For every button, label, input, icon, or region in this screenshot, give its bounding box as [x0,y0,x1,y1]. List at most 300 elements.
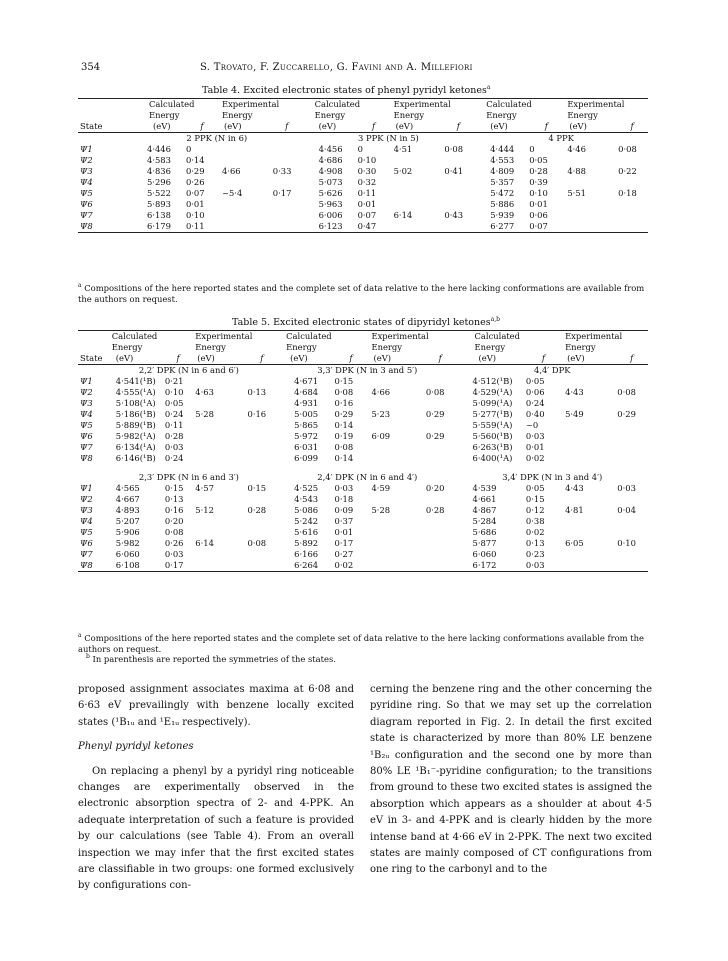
table-cell [565,177,616,188]
table-cell [424,494,457,505]
table-cell [615,549,648,560]
table-cell: 4·543 [294,494,319,504]
table-cell [392,221,443,233]
running-head: S. Trovato, F. Zuccarello, G. Favini and A. Millefiori [200,62,473,73]
table-cell: 4·529(¹A) [472,387,513,397]
table-row [78,221,648,233]
group-44dpk: 4,4′ DPK [533,365,571,375]
table-cell [442,188,474,199]
table-cell: 0·20 [425,483,445,493]
table-cell: 0·29 [425,409,445,419]
table-cell: 4·525 [294,483,319,493]
table-cell [392,199,443,210]
table-cell: 5·086 [294,505,319,515]
table-cell: 0·17 [334,538,354,548]
table-cell: 4·893 [115,505,140,515]
table-cell [616,155,648,166]
table-cell [369,538,423,549]
table-cell [369,398,423,409]
table-cell: 0·06 [529,210,548,220]
state-label: Ψ5 [80,527,93,537]
state-label: Ψ3 [80,166,93,176]
table-cell: 0·29 [425,431,445,441]
table-cell: 0·01 [185,199,205,209]
table-cell: 4·908 [318,166,343,176]
state-label: Ψ5 [80,420,93,430]
table-cell [615,420,648,431]
table-cell [245,442,278,453]
table-cell: 0·01 [529,199,548,209]
table-cell: 0·05 [525,376,545,386]
table-cell [615,398,648,409]
table-cell: 4·836 [146,166,171,176]
table-cell [369,527,423,538]
table-row [78,538,648,549]
state-label: Ψ8 [80,560,93,570]
table-cell [220,210,271,221]
state-label: Ψ1 [80,483,93,493]
table-cell [245,560,278,572]
table-cell [193,376,245,387]
state-label: Ψ4 [80,409,93,419]
state-label: Ψ1 [80,376,93,386]
table-cell: 6·031 [294,442,319,452]
table-cell: 0·39 [529,177,548,187]
table-cell: 4·46 [567,144,586,154]
table-cell [193,431,245,442]
table-cell: 5·51 [567,188,586,198]
table-cell: 0·11 [357,188,377,198]
table-cell: 4·81 [565,505,584,515]
table-row [78,177,648,188]
table-row [78,199,648,210]
state-label: Ψ2 [80,155,93,165]
table-cell [220,177,271,188]
table-cell: 4·684 [294,387,319,397]
table-cell: 5·296 [146,177,171,187]
table-cell: 0·14 [334,453,354,463]
table-cell: 4·66 [371,387,391,397]
table-cell: 5·886 [490,199,515,209]
state-header: State [80,121,103,131]
table-cell [563,431,615,442]
table-cell [193,549,245,560]
group-23dpk: 2,3′ DPK (N in 6 and 3′) [138,472,239,482]
table-cell [615,431,648,442]
state-label: Ψ6 [80,199,93,209]
table-cell [392,155,443,166]
table-cell: 4·661 [472,494,497,504]
table-cell: 6·146(¹B) [115,453,156,463]
table5-footnote-a: $^a$ Compositions of the here reported states and the complete set of data relative to the here lacking conformations available from the authors on request. [78,632,644,654]
table-row [78,505,648,516]
table-cell: 0·22 [618,166,637,176]
table-cell: 0·01 [525,442,545,452]
table-row [78,453,648,464]
table-cell: 0·03 [525,560,545,570]
table-cell: 0·02 [334,560,354,570]
table-cell [563,516,615,527]
table-cell [193,442,245,453]
table-cell: 0·11 [185,221,205,231]
table-cell [220,144,271,155]
table-cell [220,199,271,210]
table-cell [563,560,615,572]
table-cell: 0·24 [164,453,184,463]
table-cell: 4·88 [567,166,586,176]
table-cell: 4·539 [472,483,497,493]
table-cell: 0·13 [247,387,267,397]
table-cell [424,549,457,560]
table-cell [563,549,615,560]
table-cell: 5·626 [318,188,343,198]
table-cell: 5·242 [294,516,319,526]
group-34dpk: 3,4′ DPK (N in 3 and 4′) [502,472,603,482]
table-cell: 0·02 [525,527,545,537]
table-cell: 4·667 [115,494,140,504]
table-cell [369,453,423,464]
state-label: Ψ4 [80,177,93,187]
table-cell: 5·28 [195,409,214,419]
table-cell [245,398,278,409]
table-cell: 4·671 [294,376,319,386]
table-cell: 0·24 [164,409,184,419]
table-cell: 0·17 [164,560,184,570]
table-cell [424,538,457,549]
table-cell: 0·21 [164,376,184,386]
table-cell: 0·15 [164,483,184,493]
table-cell: 4·59 [371,483,391,493]
table-cell: 5·893 [146,199,171,209]
table-cell: 5·207 [115,516,140,526]
table-cell: 0·13 [164,494,184,504]
table-cell: 5·560(¹B) [472,431,513,441]
table-cell: 4·43 [565,483,584,493]
table-cell [615,516,648,527]
table-cell: ~0 [525,420,539,430]
table-cell: 0·28 [425,505,445,515]
group-2ppk: 2 PPK (N in 6) [186,133,248,143]
table-cell: 5·28 [371,505,391,515]
table-cell [616,221,648,233]
table-cell: 0·13 [525,538,545,548]
table-cell [616,210,648,221]
state-label: Ψ4 [80,516,93,526]
table5-footnote-b: $^b$ In parenthesis are reported the symmetries of the states. [86,653,336,664]
table-cell: 5·49 [565,409,584,419]
table-cell: 0·08 [618,144,637,154]
state-label: Ψ8 [80,221,93,231]
table-cell [220,221,271,233]
table-cell [193,420,245,431]
table-row [78,494,648,505]
table4-footnote: $^a$ Compositions of the here reported states and the complete set of data relative to the here lacking conformations are available from the authors on request. [78,282,645,304]
table-cell: 0·08 [444,144,464,154]
table-cell: 0·24 [525,398,545,408]
table-cell [615,376,648,387]
table-row [78,210,648,221]
table-cell: 0 [357,144,363,154]
table-cell [615,453,648,464]
table-cell: 0·04 [617,505,636,515]
table-row [78,549,648,560]
table-cell [271,221,303,233]
table-cell: 6·108 [115,560,140,570]
table-cell: 0·08 [334,387,354,397]
table-cell: 0·14 [185,155,205,165]
table-cell: 0·06 [525,387,545,397]
table-cell [563,527,615,538]
state-label: Ψ5 [80,188,93,198]
table-cell: 0·28 [164,431,184,441]
table-cell [615,527,648,538]
table-cell: 0·26 [185,177,205,187]
table-cell [565,199,616,210]
table-cell: 0·07 [185,188,205,198]
table-cell: ~5·4 [221,188,243,198]
table-cell [245,376,278,387]
table-cell [563,453,615,464]
table-cell [565,210,616,221]
table-cell [193,398,245,409]
table5: Calculated Experimental Calculated Experimental Calculated Experimental Energy Energy Energy Energy Energy Energy State (eV) f (eV) f (eV) f (eV) f (eV) f (eV) f 2,2′ DPK (N in 6 and 6′) 3,3′ DPK (N in 3 and 5′) 4,4′ DPK Ψ1 4·541(¹B) 0·21 4·671 0·15 4·512(¹B) 0·05 Ψ2 4·555(¹A) 0·10 4·63 0·13 4·684 0·08 4·66 0·08 4·529(¹A) 0·06 4·43 0·08 Ψ3 5·108(¹A) 0·05 4·931 0·16 5·099(¹A) 0·24 Ψ4 5·186(¹B) 0·24 5·28 0·16 5·005 0·29 5·23 0·29 5·277(¹B) 0·40 5·49 0·29 Ψ5 5·889(¹B) 0·11 5·865 0·14 5·559(¹A) ~0 Ψ6 5·982(¹A) 0·28 5·972 0·19 6·09 0·29 5·560(¹B) 0·03 Ψ7 6·134(¹A) 0·03 6·031 0·08 6·263(¹B) 0·01 Ψ8 6·146(¹B) 0·24 6·099 0·14 6·400(¹A) 0·02 2,3′ DPK (N in 6 and 3′) 2,4′ DPK (N in 6 and 4′) 3,4′ DPK (N in 3 and 4′) Ψ1 4·565 0·15 4·57 0·15 4·525 0·03 4·59 0·20 4·539 0·05 4·43 0·03 Ψ2 4·667 0·13 4·543 0·18 4·661 0·15 Ψ3 4·893 0·16 5·12 0·28 5·086 0·09 5·28 0·28 4·867 0·12 4·81 0·04 Ψ4 5·207 0·20 5·242 0·37 5·284 0·38 Ψ5 5·906 0·08 5·616 0·01 5·686 0·02 Ψ6 5·982 0·26 6·14 0·08 5·892 0·17 5·877 0·13 6·05 0·10 Ψ7 6·060 0·03 6·166 0·27 6·060 0·23 Ψ8 6·108 0·17 6·264 0·02 6·172 0·03 [78,330,648,572]
table-cell [245,420,278,431]
table-cell: 4·555(¹A) [115,387,156,397]
table-cell: 0·20 [164,516,184,526]
table-cell: 4·565 [115,483,140,493]
table-cell: 6·264 [294,560,319,570]
table-cell [193,494,245,505]
table-cell: 0·05 [164,398,184,408]
table5-caption: Table 5. Excited electronic states of dipyridyl ketones$^{a,b}$ [232,316,500,329]
table-cell [615,560,648,572]
table-cell: 6·277 [490,221,515,231]
table-cell: 0·18 [618,188,637,198]
table-cell: 0·03 [164,549,184,559]
table-cell [193,560,245,572]
table-cell [245,494,278,505]
table-cell: 6·14 [195,538,214,548]
group-24dpk: 2,4′ DPK (N in 6 and 4′) [317,472,418,482]
group-22dpk: 2,2′ DPK (N in 6 and 6′) [138,365,239,375]
table-cell: 5·12 [195,505,214,515]
table-cell: 6·060 [115,549,140,559]
table-cell: 0·28 [529,166,548,176]
table-cell [193,453,245,464]
table-cell: 0·14 [334,420,354,430]
table-cell: 6·134(¹A) [115,442,156,452]
state-label: Ψ7 [80,210,93,220]
table-cell: 5·686 [472,527,497,537]
state-label: Ψ6 [80,538,93,548]
table-cell: 0·17 [272,188,292,198]
table-cell: 6·172 [472,560,497,570]
table-cell: 5·865 [294,420,319,430]
table-cell: 6·05 [565,538,584,548]
table-cell: 0·43 [444,210,464,220]
table-cell [271,210,303,221]
table-cell: 0·16 [247,409,267,419]
state-header: State [80,353,103,363]
table-cell: 0·32 [357,177,377,187]
table-cell: 0·29 [617,409,636,419]
table-cell [424,442,457,453]
table4: Calculated Experimental Calculated Experimental Calculated Experimental Energy Energy Energy Energy Energy Energy State (eV) f (eV) f (eV) f (eV) f (eV) f (eV) f 2 PPK (N in 6) 3 PPK (N in 5) 4 PPK Ψ1 4·446 0 4·456 0 4·51 0·08 4·444 0 4·46 0·08 Ψ2 4·583 0·14 4·686 0·10 4·553 0·05 Ψ3 4·836 0·29 4·66 0·33 4·908 0·30 5·02 0·41 4·809 0·28 4·88 0·22 Ψ4 5·296 0·26 5·073 0·32 5·357 0·39 Ψ5 5·522 0·07 ~5·4 0·17 5·626 0·11 5·472 0·10 5·51 0·18 Ψ6 5·893 0·01 5·963 0·01 5·886 0·01 Ψ7 6·138 0·10 6·006 0·07 6·14 0·43 5·939 0·06 Ψ8 6·179 0·11 6·123 0·47 6·277 0·07 [78,98,648,233]
table-cell: 6·09 [371,431,391,441]
table4-caption: Table 4. Excited electronic states of phenyl pyridyl ketones$^a$ [202,84,491,97]
table-cell: 0·37 [334,516,354,526]
table-cell: 6·179 [146,221,171,231]
table-cell: 0·23 [525,549,545,559]
table-cell: 6·060 [472,549,497,559]
table-cell: 6·400(¹A) [472,453,513,463]
page-number: 354 [81,62,101,73]
table-cell [424,398,457,409]
table-cell: 6·138 [146,210,171,220]
table-cell: 6·166 [294,549,319,559]
table-cell: 0·26 [164,538,184,548]
table-cell [563,376,615,387]
group-3ppk: 3 PPK (N in 5) [358,133,419,143]
table-cell: 5·357 [490,177,515,187]
table-cell [615,494,648,505]
table-cell [563,494,615,505]
table-cell [424,516,457,527]
table-cell [245,549,278,560]
table-cell: 0·38 [525,516,545,526]
table-cell: 6·263(¹B) [472,442,513,452]
state-label: Ψ3 [80,505,93,515]
table-row [78,155,648,166]
table-cell: 0·15 [247,483,267,493]
table-cell [615,442,648,453]
table-cell: 4·931 [294,398,319,408]
table-cell: 0·40 [525,409,545,419]
table-cell [245,527,278,538]
table-cell: 4·444 [490,144,515,154]
table-cell: 0·33 [272,166,292,176]
state-label: Ψ7 [80,549,93,559]
table-row [78,527,648,538]
table-cell: 0 [185,144,192,154]
table-cell: 6·006 [318,210,343,220]
table-cell [442,177,474,188]
table-cell: 5·982(¹A) [115,431,156,441]
table-cell [193,527,245,538]
table-cell: 0·03 [617,483,636,493]
table-cell: 4·57 [195,483,214,493]
table-cell: 0·10 [617,538,636,548]
table-cell [442,155,474,166]
table-cell [424,453,457,464]
table-cell: 0·30 [357,166,377,176]
table-cell [442,199,474,210]
table-cell: 4·686 [318,155,343,165]
table-cell: 4·63 [195,387,214,397]
state-label: Ψ6 [80,431,93,441]
table-cell: 0·28 [247,505,267,515]
table-cell [369,442,423,453]
table-cell: 5·877 [472,538,497,548]
table-cell: 0·08 [425,387,445,397]
table-row [78,431,648,442]
table-cell: 0·02 [525,453,545,463]
table-cell [392,188,443,199]
table-cell: 4·66 [221,166,241,176]
table-cell: 5·005 [294,409,319,419]
table-cell [442,221,474,233]
table-cell: 0·47 [357,221,377,231]
table-cell: 6·14 [393,210,413,220]
table-cell: 0·09 [334,505,354,515]
table-cell: 0·03 [334,483,354,493]
table-cell: 0·03 [164,442,184,452]
table-cell: 5·906 [115,527,140,537]
table-cell: 0·29 [185,166,205,176]
table-cell: 5·982 [115,538,140,548]
table-cell: 0·12 [525,505,545,515]
table-cell: 5·963 [318,199,343,209]
table-cell: 4·446 [146,144,171,154]
table-cell [424,527,457,538]
table-cell: 0·29 [334,409,354,419]
table-cell [369,560,423,572]
table-cell: 0·07 [357,210,377,220]
table-cell: 0·08 [334,442,354,452]
table-cell: 5·616 [294,527,319,537]
table-cell [563,420,615,431]
table-cell: 0·18 [334,494,354,504]
table-cell: 4·51 [393,144,413,154]
table-cell: 5·939 [490,210,515,220]
table-cell [424,420,457,431]
table-cell [563,442,615,453]
table-cell: 4·553 [490,155,515,165]
body-right-column [370,682,652,879]
table-cell [565,221,616,233]
table-cell: 5·23 [371,409,391,419]
table-cell: 5·559(¹A) [472,420,513,430]
table-cell: 5·02 [393,166,413,176]
table-cell: 5·186(¹B) [115,409,156,419]
table-cell: 0·08 [164,527,184,537]
table-cell: 0·27 [334,549,354,559]
state-label: Ψ1 [80,144,93,154]
table-row [78,188,648,199]
table-cell [616,177,648,188]
table-row [78,420,648,431]
right-paragraph-1: cerning the benzene ring and the other concerning the pyridine ring. So that we may set up the correlation diagram reported in Fig. 2. In detail the first excited state is characterized by more than 80% LE benzene ¹B₂ᵤ configuration and the second one by more than 80% LE ¹B₁⁻-pyridine configuration; to the transitions from ground to these two excited states is assigned the absorption which appears as a shoulder at about 4·5 eV in 3- and 4-PPK and is clearly hidden by the more intense band at 4·66 eV in 2-PPK. The next two excited states are mainly composed of CT configurations from one ring to the carbonyl and to the [370,684,652,876]
table-cell: 5·073 [318,177,343,187]
state-label: Ψ8 [80,453,93,463]
table-cell: 0·15 [525,494,545,504]
table-row [78,387,648,398]
left-paragraph-2: On replacing a phenyl by a pyridyl ring noticeable changes are experimentally observed in the electronic absorption spectra of 2- and 4-PPK. An adequate interpretation of such a feature is provided by our calculations (see Table 4). From an overall inspection we may infer that the first excited states are classifiable in two groups: one formed exclusively by configurations con- [78,765,354,892]
table-cell: 5·889(¹B) [115,420,156,430]
table-cell: 0·01 [334,527,354,537]
state-label: Ψ3 [80,398,93,408]
table-cell: 0·08 [247,538,267,548]
table-cell: 0·19 [334,431,354,441]
table-cell: 0·10 [164,387,184,397]
table-cell: 6·123 [318,221,343,231]
table-cell: 0·05 [529,155,548,165]
table-cell [271,177,303,188]
left-paragraph-1: proposed assignment associates maxima at 6·08 and 6·63 eV prevailingly with benzene locally excited states (¹B₁ᵤ and ¹E₁ᵤ respectively). [78,684,354,728]
state-label: Ψ7 [80,442,93,452]
table-cell: 5·892 [294,538,319,548]
table-cell [369,516,423,527]
